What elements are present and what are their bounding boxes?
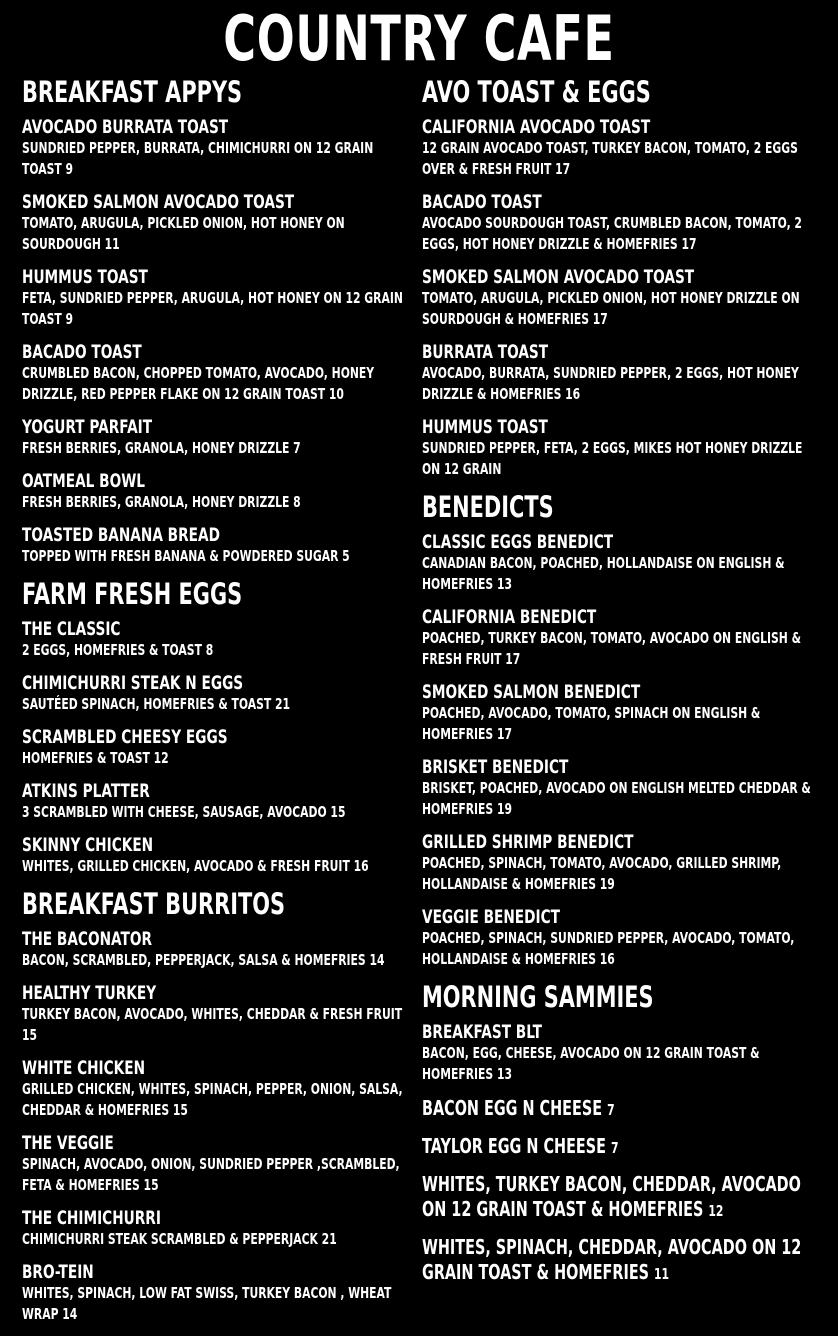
item-description: TURKEY BACON, AVOCADO, WHITES, CHEDDAR & FRESH FRUIT 15 xyxy=(22,1005,403,1044)
item-name: BRO-TEIN xyxy=(22,1261,94,1283)
menu-item xyxy=(422,416,820,480)
item-name: SKINNY CHICKEN xyxy=(22,834,154,856)
item-name: YOGURT PARFAIT xyxy=(22,416,153,438)
item-description: TOMATO, ARUGULA, PICKLED ONION, HOT HONEY ON SOURDOUGH 11 xyxy=(22,214,345,253)
item-name: SMOKED SALMON BENEDICT xyxy=(422,681,641,703)
menu-item xyxy=(422,1235,820,1287)
item-name: SMOKED SALMON AVOCADO TOAST xyxy=(422,266,695,288)
menu-item xyxy=(22,928,412,971)
item-name: CALIFORNIA AVOCADO TOAST xyxy=(422,116,651,138)
section-breakfast-burritos xyxy=(22,888,412,1325)
menu-item xyxy=(22,191,412,255)
menu-item xyxy=(422,1021,820,1085)
item-description: HOMEFRIES & TOAST 12 xyxy=(22,749,169,767)
item-description: TOMATO, ARUGULA, PICKLED ONION, HOT HONEY DRIZZLE ON SOURDOUGH & HOMEFRIES 17 xyxy=(422,289,800,328)
menu-item xyxy=(22,470,412,513)
section-heading: BREAKFAST BURRITOS xyxy=(22,887,286,921)
item-description: 12 GRAIN AVOCADO TOAST, TURKEY BACON, TOMATO, 2 EGGS OVER & FRESH FRUIT 17 xyxy=(422,139,798,178)
item-description: FETA, SUNDRIED PEPPER, ARUGULA, HOT HONEY ON 12 GRAIN TOAST 9 xyxy=(22,289,403,328)
item-name: BACADO TOAST xyxy=(422,191,542,213)
section-heading: FARM FRESH EGGS xyxy=(22,577,243,611)
menu-item xyxy=(22,416,412,459)
menu-item xyxy=(22,982,412,1046)
item-price: 7 xyxy=(610,1139,619,1157)
menu-item xyxy=(22,834,412,877)
menu-item xyxy=(22,524,412,567)
menu-item xyxy=(22,618,412,661)
menu-item xyxy=(422,531,820,595)
menu-item xyxy=(422,756,820,820)
item-description: 3 SCRAMBLED WITH CHEESE, SAUSAGE, AVOCADO 15 xyxy=(22,803,346,821)
item-name: CALIFORNIA BENEDICT xyxy=(422,606,597,628)
item-name: CHIMICHURRI STEAK N EGGS xyxy=(22,672,244,694)
menu-item xyxy=(22,780,412,823)
menu-item xyxy=(422,606,820,670)
item-name: ATKINS PLATTER xyxy=(22,780,150,802)
item-description: POACHED, TURKEY BACON, TOMATO, AVOCADO ON ENGLISH & FRESH FRUIT 17 xyxy=(422,629,802,668)
item-name: OATMEAL BOWL xyxy=(22,470,146,492)
menu-item xyxy=(22,116,412,180)
section-breakfast-appys xyxy=(22,76,412,567)
page-title: COUNTRY CAFE xyxy=(223,2,615,75)
item-name: SCRAMBLED CHEESY EGGS xyxy=(22,726,228,748)
right-column xyxy=(422,76,820,1298)
item-name: THE VEGGIE xyxy=(22,1132,114,1154)
item-name: TOASTED BANANA BREAD xyxy=(22,524,220,546)
item-price: 7 xyxy=(607,1101,615,1119)
menu-item xyxy=(422,1172,820,1224)
item-name: GRILLED SHRIMP BENEDICT xyxy=(422,831,634,853)
menu-item xyxy=(22,1207,412,1250)
item-description: CANADIAN BACON, POACHED, HOLLANDAISE ON ENGLISH & HOMEFRIES 13 xyxy=(422,554,785,593)
item-name: BRISKET BENEDICT xyxy=(422,756,569,778)
menu-item xyxy=(422,906,820,970)
menu-item xyxy=(22,672,412,715)
item-description: SPINACH, AVOCADO, ONION, SUNDRIED PEPPER ,SCRAMBLED, FETA & HOMEFRIES 15 xyxy=(22,1155,400,1194)
item-description: CRUMBLED BACON, CHOPPED TOMATO, AVOCADO, HONEY DRIZZLE, RED PEPPER FLAKE ON 12 GRAIN TOAST 10 xyxy=(22,364,375,403)
item-description: AVOCADO, BURRATA, SUNDRIED PEPPER, 2 EGGS, HOT HONEY DRIZZLE & HOMEFRIES 16 xyxy=(422,364,799,403)
menu-item xyxy=(422,341,820,405)
menu-item xyxy=(22,1261,412,1325)
menu-item xyxy=(22,1132,412,1196)
item-description: POACHED, SPINACH, TOMATO, AVOCADO, GRILLED SHRIMP, HOLLANDAISE & HOMEFRIES 19 xyxy=(422,854,782,893)
item-name: TAYLOR EGG N CHEESE xyxy=(422,1134,606,1158)
item-name: BURRATA TOAST xyxy=(422,341,549,363)
section-benedicts xyxy=(422,491,820,970)
item-name: WHITE CHICKEN xyxy=(22,1057,146,1079)
section-farm-fresh-eggs xyxy=(22,578,412,877)
item-description: BRISKET, POACHED, AVOCADO ON ENGLISH MELTED CHEDDAR & HOMEFRIES 19 xyxy=(422,779,811,818)
section-morning-sammies xyxy=(422,981,820,1287)
item-name: BREAKFAST BLT xyxy=(422,1021,543,1043)
item-description: WHITES, GRILLED CHICKEN, AVOCADO & FRESH FRUIT 16 xyxy=(22,857,369,875)
menu-item xyxy=(22,726,412,769)
item-description: TOPPED WITH FRESH BANANA & POWDERED SUGAR 5 xyxy=(22,547,350,565)
menu-item xyxy=(422,1096,820,1123)
item-name: WHITES, SPINACH, CHEDDAR, AVOCADO ON 12 GRAIN TOAST & HOMEFRIES xyxy=(422,1235,802,1284)
item-description: POACHED, AVOCADO, TOMATO, SPINACH ON ENGLISH & HOMEFRIES 17 xyxy=(422,704,761,743)
item-name: THE BACONATOR xyxy=(22,928,153,950)
menu-item xyxy=(422,681,820,745)
item-description: WHITES, SPINACH, LOW FAT SWISS, TURKEY BACON , WHEAT WRAP 14 xyxy=(22,1284,392,1323)
menu-item xyxy=(22,1057,412,1121)
section-heading: BENEDICTS xyxy=(422,490,554,524)
item-name: BACON EGG N CHEESE xyxy=(422,1096,603,1120)
menu-item xyxy=(22,341,412,405)
item-name: HEALTHY TURKEY xyxy=(22,982,157,1004)
menu-item xyxy=(422,1134,820,1161)
item-name: HUMMUS TOAST xyxy=(22,266,148,288)
item-description: AVOCADO SOURDOUGH TOAST, CRUMBLED BACON, TOMATO, 2 EGGS, HOT HONEY DRIZZLE & HOMEFRIES 17 xyxy=(422,214,802,253)
item-price: 12 xyxy=(708,1202,724,1220)
item-price: 11 xyxy=(654,1265,670,1283)
item-description: SUNDRIED PEPPER, FETA, 2 EGGS, MIKES HOT HONEY DRIZZLE ON 12 GRAIN xyxy=(422,439,803,478)
item-description: POACHED, SPINACH, SUNDRIED PEPPER, AVOCADO, TOMATO, HOLLANDAISE & HOMEFRIES 16 xyxy=(422,929,795,968)
menu-item xyxy=(422,831,820,895)
menu-item xyxy=(22,266,412,330)
section-avo-toast-eggs xyxy=(422,76,820,480)
item-name: AVOCADO BURRATA TOAST xyxy=(22,116,229,138)
item-description: 2 EGGS, HOMEFRIES & TOAST 8 xyxy=(22,641,214,659)
section-heading: BREAKFAST APPYS xyxy=(22,75,243,109)
item-name: WHITES, TURKEY BACON, CHEDDAR, AVOCADO ON 12 GRAIN TOAST & HOMEFRIES xyxy=(422,1172,801,1221)
section-heading: MORNING SAMMIES xyxy=(422,980,654,1014)
item-name: CLASSIC EGGS BENEDICT xyxy=(422,531,614,553)
item-name: HUMMUS TOAST xyxy=(422,416,548,438)
item-name: BACADO TOAST xyxy=(22,341,142,363)
item-description: CHIMICHURRI STEAK SCRAMBLED & PEPPERJACK 21 xyxy=(22,1230,337,1248)
item-description: FRESH BERRIES, GRANOLA, HONEY DRIZZLE 8 xyxy=(22,493,301,511)
item-description: FRESH BERRIES, GRANOLA, HONEY DRIZZLE 7 xyxy=(22,439,301,457)
left-column xyxy=(22,76,412,1336)
menu-item xyxy=(422,116,820,180)
item-description: BACON, EGG, CHEESE, AVOCADO ON 12 GRAIN TOAST & HOMEFRIES 13 xyxy=(422,1044,760,1083)
item-name: VEGGIE BENEDICT xyxy=(422,906,560,928)
item-description: SAUTÉED SPINACH, HOMEFRIES & TOAST 21 xyxy=(22,695,291,713)
item-name: THE CLASSIC xyxy=(22,618,121,640)
menu-item xyxy=(422,266,820,330)
item-name: THE CHIMICHURRI xyxy=(22,1207,161,1229)
item-name: SMOKED SALMON AVOCADO TOAST xyxy=(22,191,295,213)
menu-item xyxy=(422,191,820,255)
section-heading: AVO TOAST & EGGS xyxy=(422,75,651,109)
item-description: BACON, SCRAMBLED, PEPPERJACK, SALSA & HOMEFRIES 14 xyxy=(22,951,385,969)
item-description: GRILLED CHICKEN, WHITES, SPINACH, PEPPER, ONION, SALSA, CHEDDAR & HOMEFRIES 15 xyxy=(22,1080,403,1119)
item-description: SUNDRIED PEPPER, BURRATA, CHIMICHURRI ON 12 GRAIN TOAST 9 xyxy=(22,139,374,178)
